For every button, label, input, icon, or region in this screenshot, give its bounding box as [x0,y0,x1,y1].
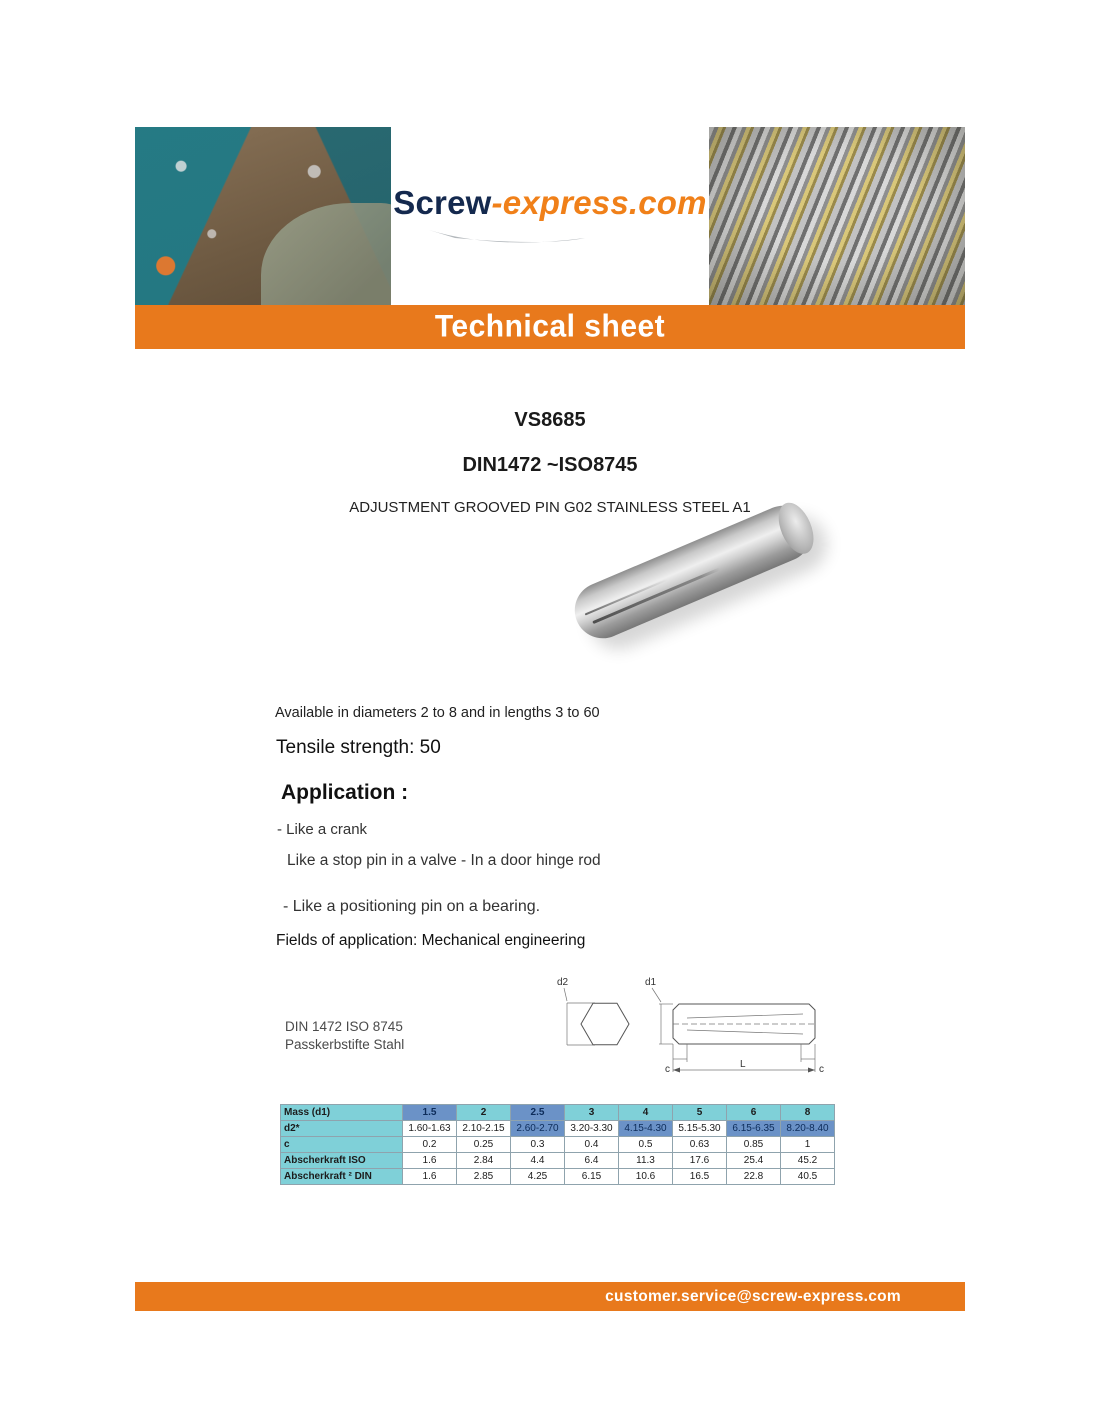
title-banner-text: Technical sheet [434,309,666,344]
table-row [281,1137,835,1153]
table-row [281,1169,835,1185]
header-photo-left [135,127,391,305]
spec-table [280,1104,835,1185]
drawing-caption-line1: DIN 1472 ISO 8745 [285,1019,403,1034]
technical-sheet-page [135,0,965,1311]
dim-label-c-left: c [665,1064,670,1075]
customer-service-email: customer.service@screw-express.com [605,1287,901,1305]
application-item-crank: - Like a crank [277,821,368,838]
table-header-row [281,1105,835,1121]
table-cell: 11.3 [619,1153,673,1169]
dim-label-L: L [740,1059,746,1070]
table-col-header: 3 [565,1105,619,1121]
footer-bar [135,1282,965,1311]
table-cell: 2.60-2.70 [511,1121,565,1137]
table-cell: 6.4 [565,1153,619,1169]
product-standard: DIN1472 ~ISO8745 [462,454,638,476]
table-cell: 4.25 [511,1169,565,1185]
table-cell: 1 [781,1137,835,1153]
table-cell: 2.85 [457,1169,511,1185]
table-row [281,1153,835,1169]
dim-label-d2: d2 [557,977,569,988]
table-cell: 1.6 [403,1153,457,1169]
fields-of-application: Fields of application: Mechanical engineering [276,932,586,949]
table-cell: 1.60-1.63 [403,1121,457,1137]
table-cell: 3.20-3.30 [565,1121,619,1137]
table-cell: 40.5 [781,1169,835,1185]
product-code: VS8685 [514,409,586,431]
brand-logo-express: -express.com [491,184,707,221]
table-row-label: d2* [281,1121,403,1137]
table-cell: 17.6 [673,1153,727,1169]
table-cell: 10.6 [619,1169,673,1185]
pin-groove [592,567,720,624]
table-cell: 0.63 [673,1137,727,1153]
title-banner [135,305,965,349]
table-row [281,1121,835,1137]
header [135,127,965,305]
table-cell: 0.25 [457,1137,511,1153]
brand-logo-screw: Screw [393,184,492,221]
table-corner-header: Mass (d1) [281,1105,403,1121]
table-cell: 2.84 [457,1153,511,1169]
table-cell: 5.15-5.30 [673,1121,727,1137]
table-cell: 22.8 [727,1169,781,1185]
dimension-drawing [553,972,838,1087]
table-cell: 4.4 [511,1153,565,1169]
brand-logo [393,184,706,222]
table-cell: 25.4 [727,1153,781,1169]
tensile-strength-text: Tensile strength: 50 [276,737,441,758]
table-col-header: 8 [781,1105,835,1121]
dim-label-c-right: c [819,1064,824,1075]
table-cell: 6.15-6.35 [727,1121,781,1137]
table-cell: 8.20-8.40 [781,1121,835,1137]
table-cell: 0.3 [511,1137,565,1153]
table-col-header: 6 [727,1105,781,1121]
table-cell: 4.15-4.30 [619,1121,673,1137]
application-item-valve: Like a stop pin in a valve - In a door hinge rod [287,852,601,869]
dim-label-d1: d1 [645,977,657,988]
table-cell: 16.5 [673,1169,727,1185]
table-cell: 0.85 [727,1137,781,1153]
drawing-caption [285,1018,404,1053]
availability-text: Available in diameters 2 to 8 and in lengths 3 to 60 [275,705,600,721]
table-cell: 6.15 [565,1169,619,1185]
table-cell: 0.4 [565,1137,619,1153]
grooved-pin-image [566,497,820,647]
table-col-header: 1.5 [403,1105,457,1121]
header-photo-left-detail [261,203,391,305]
product-image-area [135,516,965,691]
title-block [135,409,965,516]
logo-swoosh [425,224,675,248]
table-cell: 45.2 [781,1153,835,1169]
table-cell: 0.2 [403,1137,457,1153]
product-description: ADJUSTMENT GROOVED PIN G02 STAINLESS STEEL A1 [349,499,751,516]
table-cell: 2.10-2.15 [457,1121,511,1137]
table-cell: 0.5 [619,1137,673,1153]
application-item-bearing: - Like a positioning pin on a bearing. [283,898,541,915]
table-row-label: c [281,1137,403,1153]
technical-drawing-section [135,972,965,1090]
logo-area [391,127,709,305]
drawing-caption-line2: Passkerbstifte Stahl [285,1036,405,1052]
application-heading: Application : [281,781,409,804]
table-col-header: 2.5 [511,1105,565,1121]
table-row-label: Abscherkraft ² DIN [281,1169,403,1185]
header-photo-right [709,127,965,305]
table-col-header: 5 [673,1105,727,1121]
table-row-label: Abscherkraft ISO [281,1153,403,1169]
table-cell: 1.6 [403,1169,457,1185]
table-col-header: 4 [619,1105,673,1121]
table-col-header: 2 [457,1105,511,1121]
